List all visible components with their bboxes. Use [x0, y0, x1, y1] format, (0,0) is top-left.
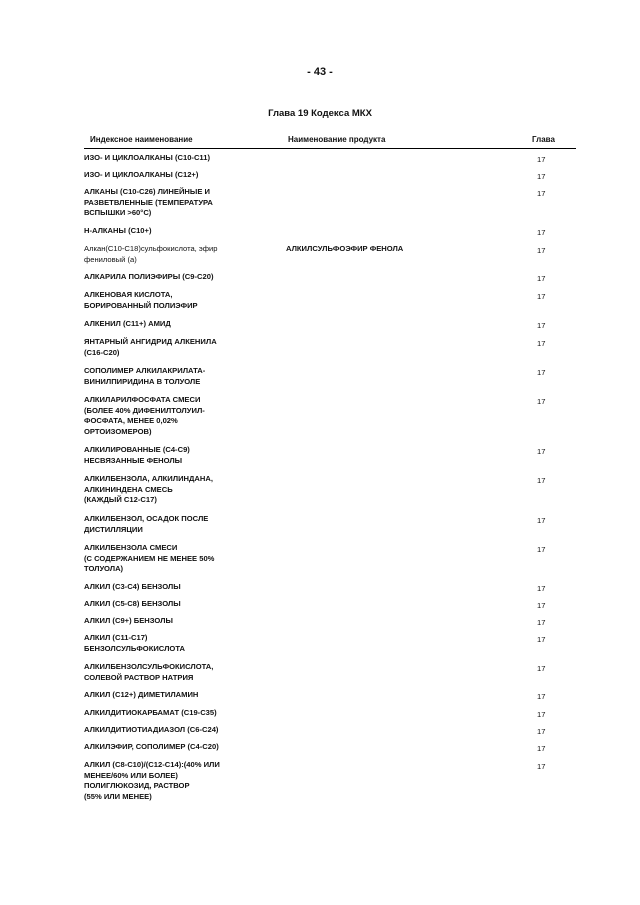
chapter-cell: 17 [537, 246, 546, 255]
index-name-cell: АЛКАНЫ (С10-С26) ЛИНЕЙНЫЕ И РАЗВЕТВЛЕННЫЕ (ТЕМПЕРАТУРА ВСПЫШКИ >60°С) [84, 187, 213, 217]
chapter-cell: 17 [537, 321, 546, 330]
chapter-cell: 17 [537, 692, 546, 701]
index-name-cell: Н-АЛКАНЫ (С10+) [84, 226, 152, 235]
column-header-product: Наименование продукта [288, 135, 386, 144]
chapter-cell: 17 [537, 397, 546, 406]
index-name-cell: АЛКИЛИРОВАННЫЕ (С4-С9) НЕСВЯЗАННЫЕ ФЕНОЛЫ [84, 445, 190, 465]
index-name-cell: ЯНТАРНЫЙ АНГИДРИД АЛКЕНИЛА (С16-С20) [84, 337, 217, 357]
chapter-cell: 17 [537, 155, 546, 164]
page-number: - 43 - [307, 66, 333, 78]
index-name-cell: АЛКИЛ (С12+) ДИМЕТИЛАМИН [84, 690, 199, 699]
index-name-cell: Алкан(С10-С18)сульфокислота, эфир фениловый (а) [84, 244, 218, 264]
index-name-cell: АЛКИЛДИТИОКАРБАМАТ (С19-С35) [84, 708, 217, 717]
chapter-cell: 17 [537, 172, 546, 181]
chapter-cell: 17 [537, 516, 546, 525]
product-name-cell: АЛКИЛСУЛЬФОЭФИР ФЕНОЛА [286, 244, 404, 253]
chapter-cell: 17 [537, 744, 546, 753]
index-name-cell: СОПОЛИМЕР АЛКИЛАКРИЛАТА- ВИНИЛПИРИДИНА В ТОЛУОЛЕ [84, 366, 206, 386]
index-name-cell: АЛКИЛБЕНЗОЛ, ОСАДОК ПОСЛЕ ДИСТИЛЛЯЦИИ [84, 514, 209, 534]
index-name-cell: АЛКИЛ (С8-С10)/(С12-С14):(40% ИЛИ МЕНЕЕ/60% ИЛИ БОЛЕЕ) ПОЛИГЛЮКОЗИД, РАСТВОР (55% ИЛИ МЕНЕЕ) [84, 760, 220, 801]
index-name-cell: ИЗО- И ЦИКЛОАЛКАНЫ (С10-С11) [84, 153, 210, 162]
index-name-cell: АЛКЕНОВАЯ КИСЛОТА, БОРИРОВАННЫЙ ПОЛИЭФИР [84, 290, 198, 310]
index-name-cell: АЛКИЛЭФИР, СОПОЛИМЕР (С4-С20) [84, 742, 219, 751]
index-name-cell: АЛКИЛБЕНЗОЛСУЛЬФОКИСЛОТА, СОЛЕВОЙ РАСТВОР НАТРИЯ [84, 662, 214, 682]
column-header-chapter: Глава [532, 135, 555, 144]
chapter-cell: 17 [537, 601, 546, 610]
index-name-cell: АЛКАРИЛА ПОЛИЭФИРЫ (С9-С20) [84, 272, 214, 281]
index-name-cell: ИЗО- И ЦИКЛОАЛКАНЫ (С12+) [84, 170, 199, 179]
chapter-cell: 17 [537, 664, 546, 673]
chapter-cell: 17 [537, 584, 546, 593]
header-rule [84, 148, 576, 149]
chapter-cell: 17 [537, 189, 546, 198]
index-name-cell: АЛКЕНИЛ (С11+) АМИД [84, 319, 171, 328]
chapter-cell: 17 [537, 292, 546, 301]
table-header [84, 135, 576, 147]
chapter-cell: 17 [537, 368, 546, 377]
column-header-name: Индексное наименование [90, 135, 193, 144]
index-name-cell: АЛКИЛБЕНЗОЛА СМЕСИ (С СОДЕРЖАНИЕМ НЕ МЕНЕЕ 50% ТОЛУОЛА) [84, 543, 215, 573]
chapter-cell: 17 [537, 545, 546, 554]
chapter-cell: 17 [537, 635, 546, 644]
index-name-cell: АЛКИЛ (С9+) БЕНЗОЛЫ [84, 616, 173, 625]
index-name-cell: АЛКИЛ (С11-С17) БЕНЗОЛСУЛЬФОКИСЛОТА [84, 633, 185, 653]
index-name-cell: АЛКИЛ (С5-С8) БЕНЗОЛЫ [84, 599, 181, 608]
chapter-cell: 17 [537, 339, 546, 348]
chapter-cell: 17 [537, 447, 546, 456]
chapter-cell: 17 [537, 228, 546, 237]
index-name-cell: АЛКИЛДИТИОТИАДИАЗОЛ (С6-С24) [84, 725, 219, 734]
chapter-cell: 17 [537, 618, 546, 627]
chapter-cell: 17 [537, 727, 546, 736]
index-name-cell: АЛКИЛ (С3-С4) БЕНЗОЛЫ [84, 582, 181, 591]
chapter-cell: 17 [537, 762, 546, 771]
chapter-cell: 17 [537, 274, 546, 283]
chapter-cell: 17 [537, 710, 546, 719]
page-title: Глава 19 Кодекса МКХ [268, 108, 372, 119]
index-name-cell: АЛКИЛАРИЛФОСФАТА СМЕСИ (БОЛЕЕ 40% ДИФЕНИЛТОЛУИЛ- ФОСФАТА, МЕНЕЕ 0,02% ОРТОИЗОМЕРОВ) [84, 395, 205, 436]
index-name-cell: АЛКИЛБЕНЗОЛА, АЛКИЛИНДАНА, АЛКИНИНДЕНА СМЕСЬ (КАЖДЫЙ С12-С17) [84, 474, 213, 504]
chapter-cell: 17 [537, 476, 546, 485]
